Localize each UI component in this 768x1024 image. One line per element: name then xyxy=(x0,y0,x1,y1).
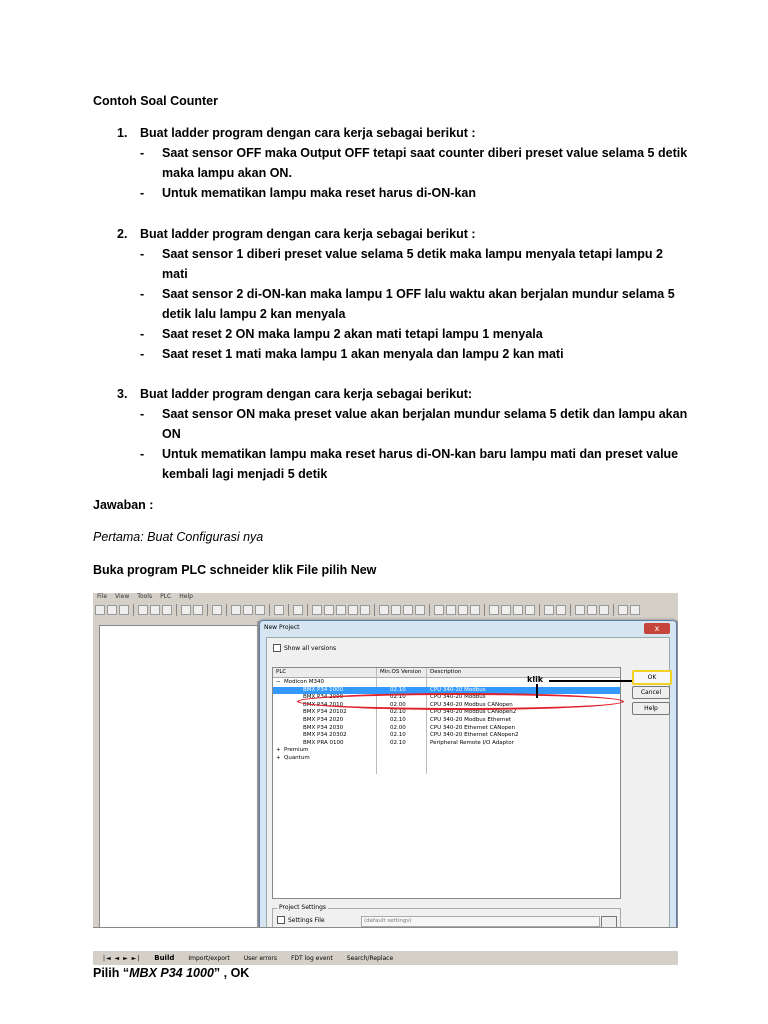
bullet-dash: - xyxy=(140,186,145,200)
bullet-text: Saat sensor OFF maka Output OFF tetapi saat counter diberi preset value selama 5 detik xyxy=(162,146,688,160)
tab-fdt-log-event[interactable]: FDT log event xyxy=(290,954,333,962)
toolbar-separator xyxy=(307,604,308,616)
bullet-text: Untuk mematikan lampu maka reset harus di-ON-kan xyxy=(162,186,476,200)
settings-file-input[interactable]: (default settings) xyxy=(361,916,600,927)
toolbar-button-icon[interactable] xyxy=(150,605,160,615)
toolbar-separator xyxy=(288,604,289,616)
bullet-dash: - xyxy=(140,407,145,421)
bullet-dash: - xyxy=(140,146,145,160)
table-header xyxy=(273,668,620,678)
version-cell: 02.10 xyxy=(390,709,406,716)
toolbar-separator xyxy=(176,604,177,616)
toolbar-button-icon[interactable] xyxy=(231,605,241,615)
plc-cell: BMX P34 1000 xyxy=(303,686,344,693)
toolbar-button-icon[interactable] xyxy=(193,605,203,615)
toolbar-button-icon[interactable] xyxy=(293,605,303,615)
plc-cell: BMX P34 2010 xyxy=(303,701,344,708)
expand-icon[interactable]: + xyxy=(276,755,281,761)
bullet-text: maka lampu akan ON. xyxy=(162,166,292,180)
toolbar-button-icon[interactable] xyxy=(470,605,480,615)
version-cell: 02.10 xyxy=(390,717,406,723)
toolbar-button-icon[interactable] xyxy=(360,605,370,615)
description-cell: CPU 340-20 Modbus Ethernet xyxy=(430,717,512,723)
plc-cell: Modicon M340 xyxy=(284,679,324,685)
version-cell: 02.00 xyxy=(390,701,406,708)
toolbar-button-icon[interactable] xyxy=(274,605,284,615)
checkbox-icon[interactable] xyxy=(273,644,281,652)
annotation-arrow xyxy=(536,684,538,698)
bullet-dash: - xyxy=(140,447,145,461)
question-text: Buat ladder program dengan cara kerja sebagai berikut : xyxy=(140,126,476,140)
column-header-description[interactable]: Description xyxy=(430,669,462,675)
toolbar xyxy=(95,602,676,617)
expand-icon[interactable]: + xyxy=(276,747,281,754)
toolbar-button-icon[interactable] xyxy=(501,605,511,615)
toolbar-button-icon[interactable] xyxy=(513,605,523,615)
plc-software-screenshot xyxy=(93,593,678,965)
version-cell: 02.10 xyxy=(390,732,406,739)
caption xyxy=(93,966,249,980)
menu-item[interactable]: PLC xyxy=(160,593,172,600)
toolbar-separator xyxy=(570,604,571,616)
plc-cell: Premium xyxy=(284,747,309,754)
project-browser-pane xyxy=(99,625,259,939)
question-text: Buat ladder program dengan cara kerja sebagai berikut: xyxy=(140,387,473,401)
bullet-text: kembali lagi menjadi 5 detik xyxy=(162,467,328,481)
bullet-text: Saat reset 1 mati maka lampu 1 akan menyala dan lampu 2 kan mati xyxy=(162,347,564,361)
caption-suffix: ” , OK xyxy=(213,966,250,980)
ok-button[interactable]: OK xyxy=(632,670,672,685)
cancel-button[interactable]: Cancel xyxy=(632,686,670,699)
plc-cell: BMX P34 2020 xyxy=(303,717,344,723)
open-program-instruction: Buka program PLC schneider klik File pilih New xyxy=(93,563,377,577)
description-cell: CPU 340-20 Ethernet CANopen2 xyxy=(430,732,519,739)
menu-item[interactable]: View xyxy=(115,593,130,600)
toolbar-button-icon[interactable] xyxy=(138,605,148,615)
answer-heading: Jawaban : xyxy=(93,498,154,512)
toolbar-button-icon[interactable] xyxy=(324,605,334,615)
toolbar-button-icon[interactable] xyxy=(458,605,468,615)
version-cell: 02.10 xyxy=(390,686,406,693)
menu-bar xyxy=(93,593,678,602)
bullet-dash: - xyxy=(140,247,145,261)
table-row[interactable] xyxy=(273,725,620,732)
klik-annotation: klik xyxy=(527,675,544,684)
toolbar-button-icon[interactable] xyxy=(243,605,253,615)
version-cell: 02.00 xyxy=(390,724,406,731)
show-all-versions-checkbox[interactable] xyxy=(273,644,336,652)
output-tabs xyxy=(93,951,678,965)
toolbar-button-icon[interactable] xyxy=(107,605,117,615)
toolbar-button-icon[interactable] xyxy=(575,605,585,615)
toolbar-separator xyxy=(429,604,430,616)
doc-title: Contoh Soal Counter xyxy=(93,94,218,108)
bullet-dash: - xyxy=(140,287,145,301)
toolbar-button-icon[interactable] xyxy=(212,605,222,615)
table-row[interactable] xyxy=(273,709,620,716)
bullet-text: Saat reset 2 ON maka lampu 2 akan mati tetapi lampu 1 menyala xyxy=(162,327,543,341)
bullet-text: mati xyxy=(162,267,188,281)
plc-cell: Quantum xyxy=(284,755,310,761)
table-row[interactable] xyxy=(273,755,620,762)
toolbar-button-icon[interactable] xyxy=(403,605,413,615)
question-text: Buat ladder program dengan cara kerja sebagai berikut : xyxy=(140,227,476,241)
toolbar-button-icon[interactable] xyxy=(391,605,401,615)
toolbar-button-icon[interactable] xyxy=(379,605,389,615)
dialog-title: New Project xyxy=(264,624,300,631)
first-step: Pertama: Buat Configurasi nya xyxy=(93,530,264,544)
toolbar-separator xyxy=(539,604,540,616)
toolbar-button-icon[interactable] xyxy=(181,605,191,615)
toolbar-button-icon[interactable] xyxy=(599,605,609,615)
toolbar-button-icon[interactable] xyxy=(525,605,535,615)
toolbar-button-icon[interactable] xyxy=(95,605,105,615)
caption-model: MBX P34 1000 xyxy=(129,966,214,980)
tab-nav-arrows[interactable]: |◄ ◄ ► ►| xyxy=(103,954,141,962)
project-settings-label: Project Settings xyxy=(279,904,327,911)
dialog-body xyxy=(266,637,670,934)
table-row[interactable] xyxy=(273,732,620,739)
plc-cell: BMX P34 20102 xyxy=(303,709,347,716)
question-number: 3. xyxy=(117,387,128,401)
table-row[interactable] xyxy=(273,740,620,747)
table-row[interactable] xyxy=(273,747,620,754)
close-icon[interactable]: x xyxy=(644,623,670,634)
output-pane xyxy=(93,927,678,952)
column-header-plc[interactable]: PLC xyxy=(276,669,287,675)
show-all-versions-label: Show all versions xyxy=(284,644,337,652)
menu-item[interactable]: Tools xyxy=(137,593,153,600)
help-button[interactable]: Help xyxy=(632,702,670,715)
bullet-text: Saat sensor ON maka preset value akan berjalan mundur selama 5 detik dan lampu akan xyxy=(162,407,688,421)
toolbar-separator xyxy=(374,604,375,616)
toolbar-button-icon[interactable] xyxy=(489,605,499,615)
description-cell: Peripheral Remote I/O Adaptor xyxy=(430,739,514,746)
toolbar-button-icon[interactable] xyxy=(348,605,358,615)
description-cell: CPU 340-10 Modbus xyxy=(430,686,486,693)
caption-prefix: Pilih “ xyxy=(93,966,130,980)
toolbar-separator xyxy=(226,604,227,616)
toolbar-separator xyxy=(269,604,270,616)
plc-cell: BMX PRA 0100 xyxy=(303,739,344,746)
toolbar-button-icon[interactable] xyxy=(556,605,566,615)
bullet-text: Saat sensor 1 diberi preset value selama 5 detik maka lampu menyala tetapi lampu 2 xyxy=(162,247,663,261)
toolbar-button-icon[interactable] xyxy=(119,605,129,615)
bullet-text: Saat sensor 2 di-ON-kan maka lampu 1 OFF lalu waktu akan berjalan mundur selama 5 xyxy=(162,287,675,301)
description-cell: CPU 340-20 Modbus CANopen xyxy=(430,701,513,708)
toolbar-separator xyxy=(133,604,134,616)
toolbar-button-icon[interactable] xyxy=(336,605,346,615)
version-cell: 02.10 xyxy=(390,739,406,746)
plc-cell: BMX P34 2000 xyxy=(303,694,344,701)
toolbar-button-icon[interactable] xyxy=(255,605,265,615)
bullet-text: ON xyxy=(162,427,181,441)
tab-build[interactable]: Build xyxy=(154,954,175,962)
menu-item[interactable]: File xyxy=(97,593,108,600)
tab-search-replace[interactable]: Search/Replace xyxy=(346,954,394,962)
table-row[interactable] xyxy=(273,717,620,724)
bullet-text: Untuk mematikan lampu maka reset harus di-ON-kan baru lampu mati dan preset value xyxy=(162,447,679,461)
toolbar-button-icon[interactable] xyxy=(415,605,425,615)
toolbar-button-icon[interactable] xyxy=(618,605,628,615)
question-number: 2. xyxy=(117,227,128,241)
bullet-dash: - xyxy=(140,347,145,361)
description-cell: CPU 340-20 Ethernet CANopen xyxy=(430,724,516,731)
plc-cell: BMX P34 2030 xyxy=(303,724,344,731)
toolbar-button-icon[interactable] xyxy=(162,605,172,615)
toolbar-button-icon[interactable] xyxy=(544,605,554,615)
toolbar-separator xyxy=(484,604,485,616)
checkbox-icon[interactable] xyxy=(277,916,285,924)
toolbar-button-icon[interactable] xyxy=(446,605,456,615)
bullet-text: detik lalu lampu 2 kan menyala xyxy=(162,307,346,321)
toolbar-button-icon[interactable] xyxy=(587,605,597,615)
version-cell: 02.10 xyxy=(390,694,406,701)
toolbar-button-icon[interactable] xyxy=(630,605,640,615)
highlight-ellipse xyxy=(297,693,624,710)
new-project-dialog xyxy=(259,620,677,939)
description-cell: CPU 340-20 Modbus xyxy=(430,694,486,701)
toolbar-button-icon[interactable] xyxy=(312,605,322,615)
settings-file-checkbox[interactable] xyxy=(277,916,325,924)
settings-file-label: Settings File xyxy=(288,916,325,924)
description-cell: CPU 340-20 Modbus CANopen2 xyxy=(430,709,517,716)
annotation-arrow xyxy=(549,680,635,682)
question-number: 1. xyxy=(117,126,128,140)
toolbar-separator xyxy=(613,604,614,616)
column-header-min-os[interactable]: Min.OS Version xyxy=(380,669,422,675)
menu-item[interactable]: Help xyxy=(179,593,193,600)
plc-cell: BMX P34 20302 xyxy=(303,732,347,739)
toolbar-button-icon[interactable] xyxy=(434,605,444,615)
collapse-icon[interactable]: − xyxy=(276,679,281,685)
tab-user-errors[interactable]: User errors xyxy=(243,954,277,962)
toolbar-separator xyxy=(207,604,208,616)
tab-import-export[interactable]: Import/export xyxy=(188,954,230,962)
bullet-dash: - xyxy=(140,327,145,341)
